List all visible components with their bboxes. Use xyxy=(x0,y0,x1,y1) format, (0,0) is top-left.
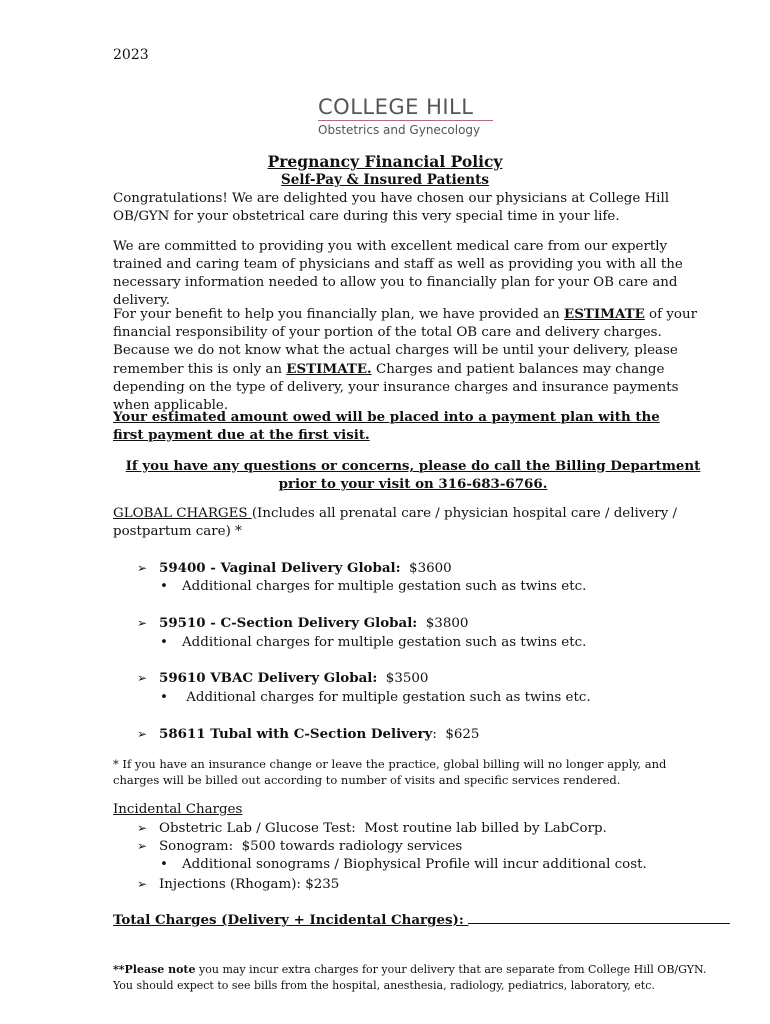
incidental-heading-text: Incidental Charges xyxy=(113,802,243,817)
payment-plan-notice: Your estimated amount owed will be placed into a payment plan with the first payment due at the first visit. xyxy=(113,409,660,443)
estimate-emphasis-1: ESTIMATE xyxy=(564,306,645,322)
estimate-text-b: of your financial responsibility of your portion of the total OB care and delivery charges. Because we do not know what the actual charges will be until your delivery, please remember this is only an xyxy=(113,307,697,377)
charge-subnote xyxy=(160,689,591,707)
charge-price: $3500 xyxy=(377,671,429,686)
arrow-bullet-icon: ➢ xyxy=(137,877,148,891)
charge-price: $3600 xyxy=(400,561,452,576)
charge-label: 58611 Tubal with C-Section Delivery xyxy=(159,726,433,742)
charge-item-csection xyxy=(137,614,468,633)
incidental-subnote xyxy=(160,856,647,874)
page-title: Pregnancy Financial Policy xyxy=(267,152,503,171)
footer-note-bold: **Please note xyxy=(113,963,196,976)
charge-item-tubal xyxy=(137,725,479,744)
charge-item-vaginal xyxy=(137,559,452,578)
charge-label: 59510 - C-Section Delivery Global: xyxy=(159,615,418,631)
dot-bullet-icon: • xyxy=(160,690,168,705)
incidental-text: Obstetric Lab / Glucose Test: Most routine lab billed by LabCorp. xyxy=(159,821,607,836)
subnote-text: Additional charges for multiple gestation such as twins etc. xyxy=(182,690,591,705)
charge-subnote xyxy=(160,634,586,652)
insurance-change-note: * If you have an insurance change or leave the practice, global billing will no longer apply, and charges will be billed out according to number of visits and specific services rendered. xyxy=(113,757,667,787)
logo-name: COLLEGE HILL xyxy=(318,95,474,119)
incidental-item-sonogram xyxy=(137,837,462,856)
estimate-emphasis-2: ESTIMATE. xyxy=(286,361,372,377)
total-charges-label: Total Charges (Delivery + Incidental Charges): xyxy=(113,912,469,928)
global-charges-description: (Includes all prenatal care / physician hospital care / delivery / postpartum care) * xyxy=(113,506,678,539)
incidental-charges-heading xyxy=(113,801,713,819)
footer-note-text: you may incur extra charges for your delivery that are separate from College Hill OB/GYN. You should expect to see bills from the hospital, anesthesia, radiology, pediatrics, laboratory, etc. xyxy=(113,963,707,992)
global-charges-heading: GLOBAL CHARGES xyxy=(113,506,252,521)
incidental-text: Injections (Rhogam): $235 xyxy=(159,877,340,892)
subnote-text: Additional sonograms / Biophysical Profile will incur additional cost. xyxy=(182,857,647,872)
commitment-paragraph: We are committed to providing you with excellent medical care from our expertly trained and caring team of physicians and staff as well as providing you with all the necessary information needed to allow you to financially plan for your OB care and delivery. xyxy=(113,239,683,308)
arrow-bullet-icon: ➢ xyxy=(137,671,148,685)
dot-bullet-icon: • xyxy=(160,857,168,872)
subnote-text: Additional charges for multiple gestation such as twins etc. xyxy=(182,635,587,650)
arrow-bullet-icon: ➢ xyxy=(137,727,148,741)
footer-note xyxy=(113,962,713,994)
charge-price: : $625 xyxy=(432,727,480,742)
college-hill-logo xyxy=(318,96,498,137)
billing-contact-notice: If you have any questions or concerns, please do call the Billing Department prior to your visit on 316-683-6766. xyxy=(125,458,701,492)
logo-subtitle: Obstetrics and Gynecology xyxy=(318,123,481,137)
incidental-text: Sonogram: $500 towards radiology services xyxy=(159,839,463,854)
dot-bullet-icon: • xyxy=(160,579,168,594)
charge-item-vbac xyxy=(137,669,428,688)
estimate-text-a: For your benefit to help you financially plan, we have provided an xyxy=(113,307,565,322)
charge-label: 59610 VBAC Delivery Global: xyxy=(159,670,378,686)
subnote-text: Additional charges for multiple gestation such as twins etc. xyxy=(182,579,587,594)
incidental-item-injections xyxy=(137,875,339,894)
total-charges-line xyxy=(113,911,713,930)
page-subtitle: Self-Pay & Insured Patients xyxy=(281,172,489,188)
total-charges-blank[interactable] xyxy=(468,911,730,924)
arrow-bullet-icon: ➢ xyxy=(137,616,148,630)
estimate-paragraph xyxy=(113,305,713,415)
global-charges-intro xyxy=(113,505,713,541)
arrow-bullet-icon: ➢ xyxy=(137,561,148,575)
estimate-text-c: Charges and patient balances may change depending on the type of delivery, your insurance charges and insurance payments when applicable. xyxy=(113,362,679,413)
arrow-bullet-icon: ➢ xyxy=(137,839,148,853)
logo-divider xyxy=(318,120,493,121)
charge-price: $3800 xyxy=(417,616,469,631)
charge-subnote xyxy=(160,578,586,596)
document-year: 2023 xyxy=(113,47,149,63)
charge-label: 59400 - Vaginal Delivery Global: xyxy=(159,560,401,576)
arrow-bullet-icon: ➢ xyxy=(137,821,148,835)
intro-paragraph: Congratulations! We are delighted you have chosen our physicians at College Hill OB/GYN for your obstetrical care during this very special time in your life. xyxy=(113,191,670,224)
incidental-item-lab xyxy=(137,819,607,838)
dot-bullet-icon: • xyxy=(160,635,168,650)
